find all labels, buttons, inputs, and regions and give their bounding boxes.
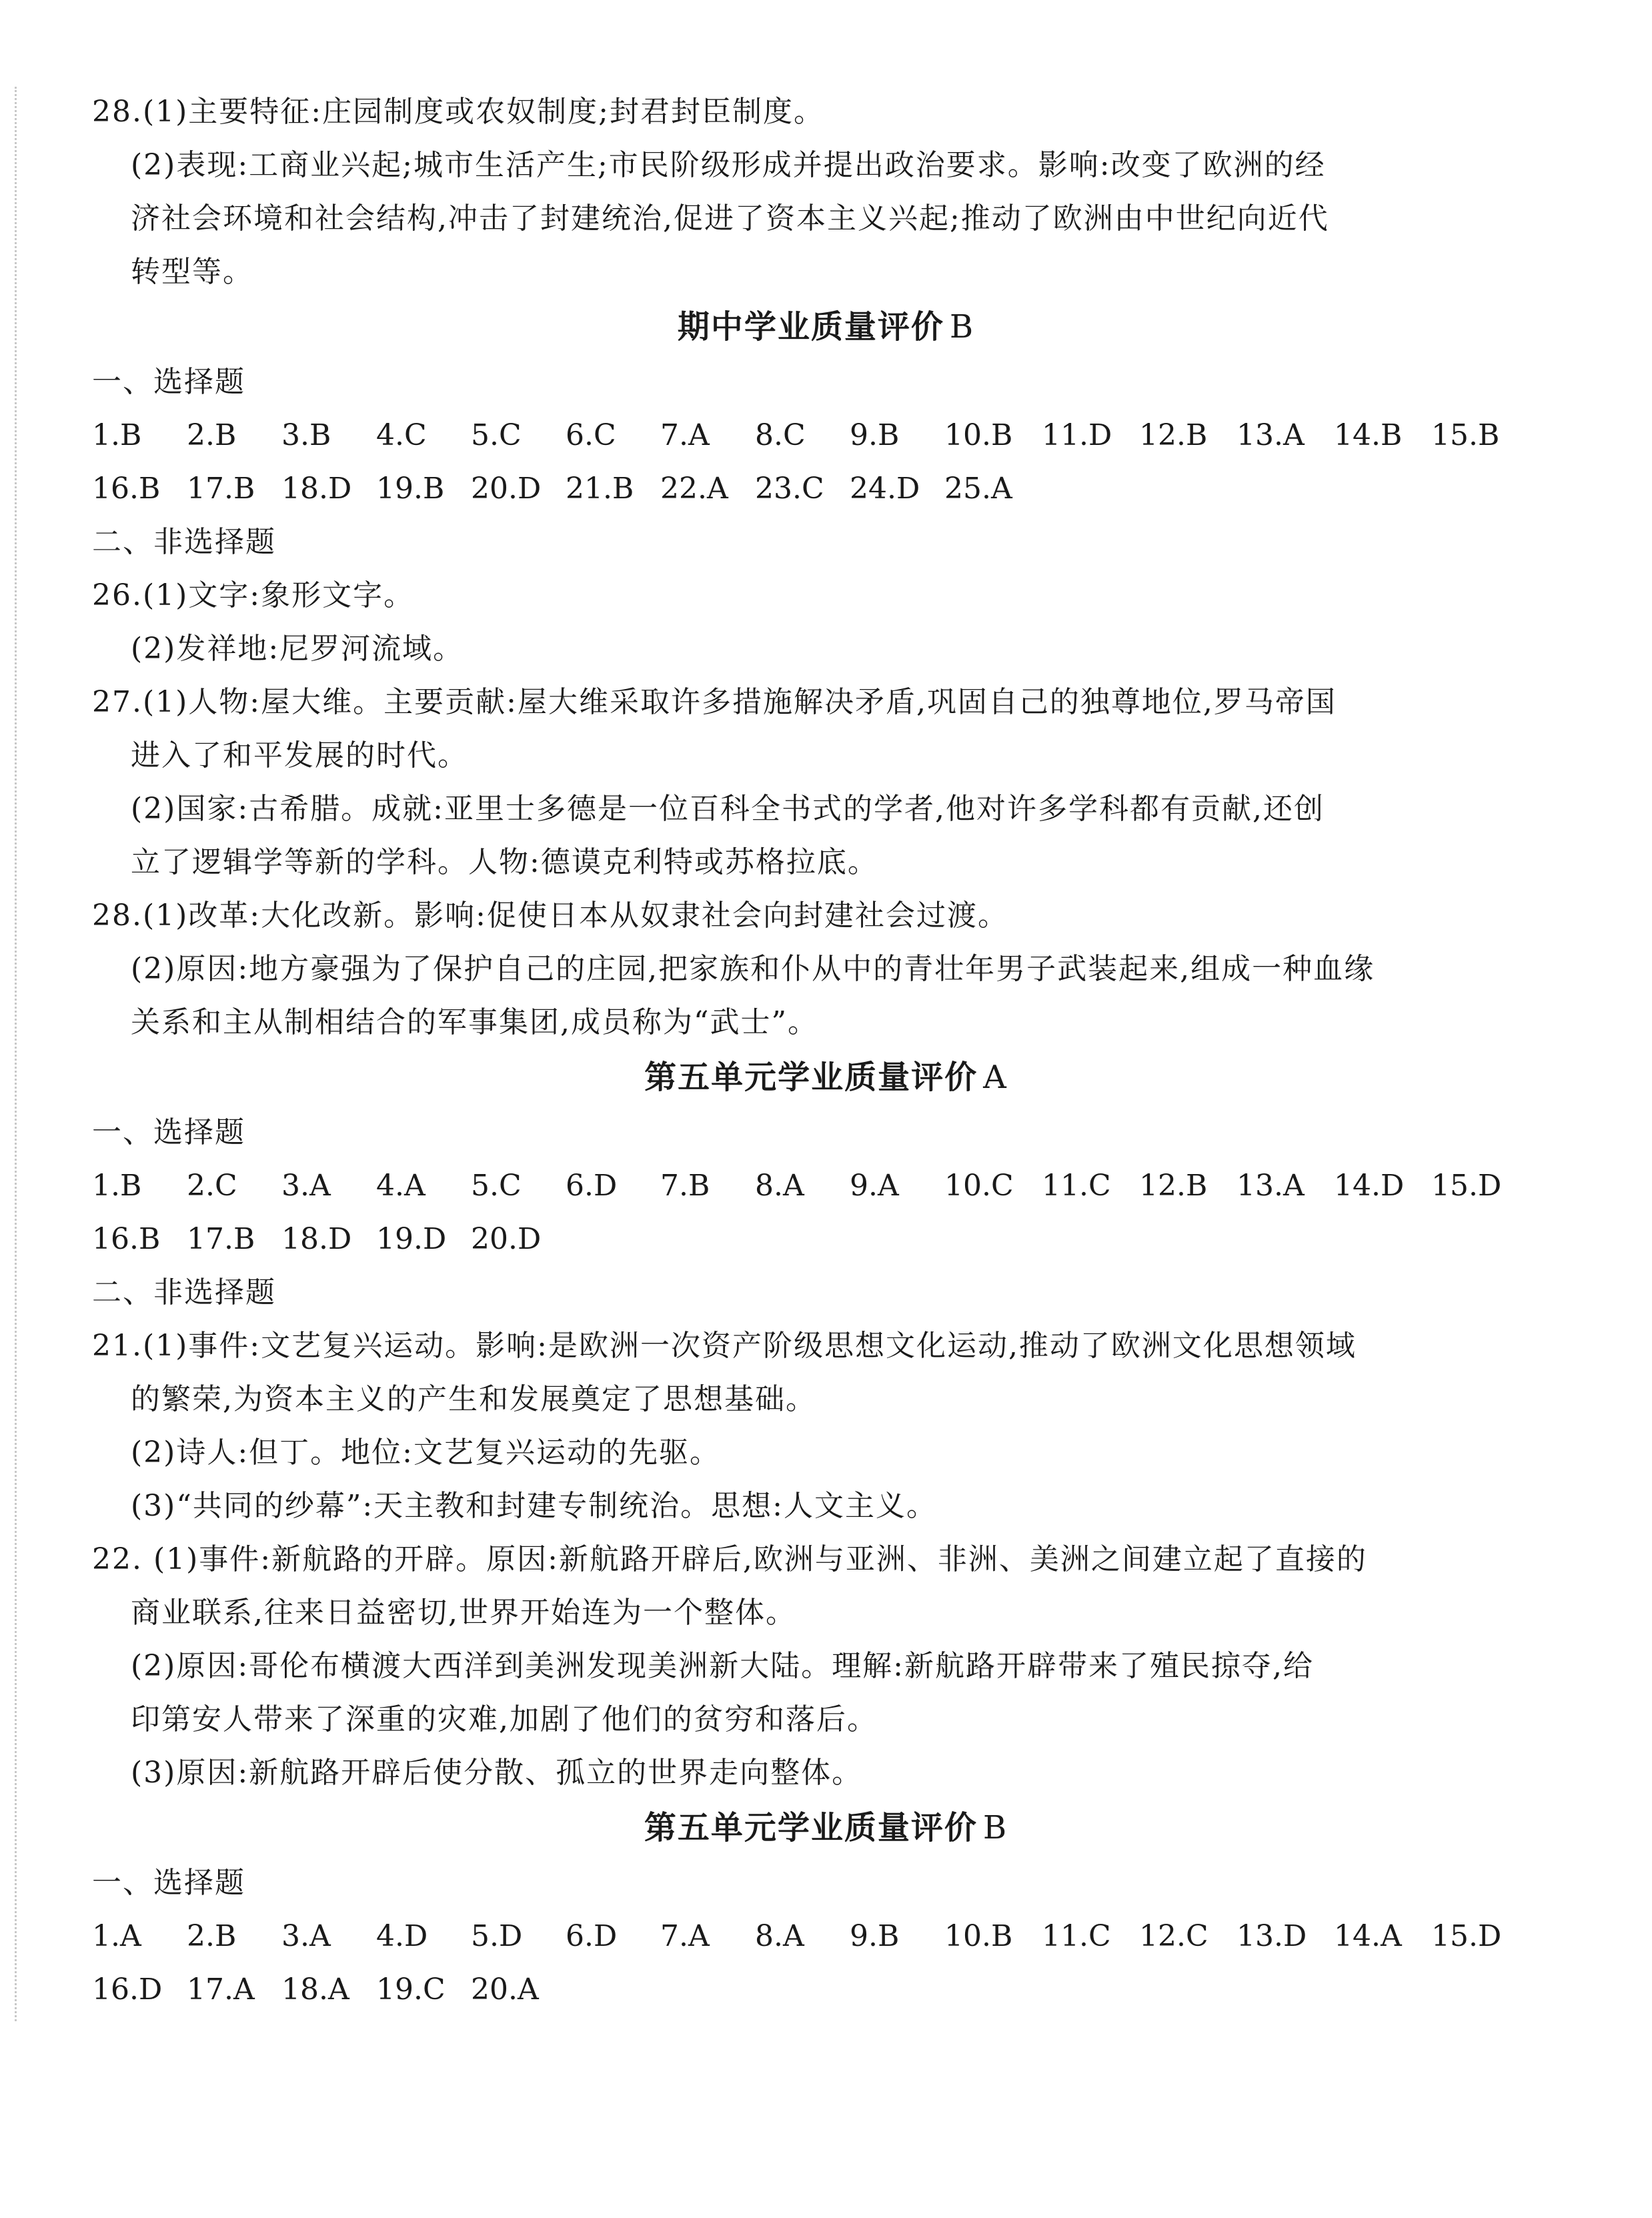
answer: 14.A bbox=[1334, 1919, 1402, 1953]
answer: 12.B bbox=[1139, 418, 1208, 452]
answer: 22.A bbox=[660, 472, 728, 506]
answer: 11.C bbox=[1042, 1169, 1111, 1203]
section-heading-unit5-b bbox=[0, 1808, 1652, 1848]
answer: 15.B bbox=[1431, 418, 1500, 452]
choice-label: 一、选择题 bbox=[92, 1866, 245, 1900]
answer: 19.D bbox=[376, 1222, 447, 1256]
answer: 13.D bbox=[1236, 1919, 1307, 1953]
answer-line: 印第安人带来了深重的灾难,加剧了他们的贫穷和落后。 bbox=[131, 1702, 878, 1736]
answer: 4.C bbox=[376, 418, 427, 452]
answer: 21.B bbox=[566, 472, 634, 506]
answer-line: (2)原因:地方豪强为了保护自己的庄园,把家族和仆从中的青壮年男子武装起来,组成一种血缘 bbox=[131, 952, 1375, 986]
answer: 7.B bbox=[660, 1169, 710, 1203]
answer-line: (2)发祥地:尼罗河流域。 bbox=[131, 632, 464, 666]
answer: 13.A bbox=[1236, 418, 1305, 452]
q28-part2-line2: 济社会环境和社会结构,冲击了封建统治,促进了资本主义兴起;推动了欧洲由中世纪向近代 bbox=[131, 201, 1329, 235]
answer: 19.C bbox=[376, 1973, 446, 2007]
answer: 5.C bbox=[471, 1169, 522, 1203]
answer: 18.D bbox=[281, 472, 352, 506]
answer-line: (3)原因:新航路开辟后使分散、孤立的世界走向整体。 bbox=[131, 1756, 863, 1790]
answer-row-1 bbox=[92, 1918, 1529, 1955]
page-edge bbox=[15, 87, 17, 2021]
answer: 10.B bbox=[944, 418, 1013, 452]
section-heading-unit5-a bbox=[0, 1057, 1652, 1097]
answer: 9.B bbox=[850, 418, 900, 452]
nonchoice-label: 二、非选择题 bbox=[92, 525, 276, 559]
answer: 1.B bbox=[92, 1169, 142, 1203]
answer: 8.A bbox=[755, 1169, 804, 1203]
answer: 8.C bbox=[755, 418, 806, 452]
answer: 9.A bbox=[850, 1169, 899, 1203]
answer: 12.C bbox=[1139, 1919, 1208, 1953]
answer-row-1 bbox=[92, 1167, 1529, 1205]
answer: 2.B bbox=[187, 1919, 237, 1953]
answer: 17.A bbox=[187, 1973, 255, 2007]
answer: 16.B bbox=[92, 472, 161, 506]
answer-line: 22. (1)事件:新航路的开辟。原因:新航路开辟后,欧洲与亚洲、非洲、美洲之间建立起了直接的 bbox=[92, 1542, 1367, 1576]
answer: 5.D bbox=[471, 1919, 523, 1953]
answer: 3.B bbox=[281, 418, 331, 452]
answer: 9.B bbox=[850, 1919, 900, 1953]
q28-part2-line3: 转型等。 bbox=[131, 255, 253, 289]
answer-row-2 bbox=[92, 1221, 566, 1258]
q28-part1: 28.(1)主要特征:庄园制度或农奴制度;封君封臣制度。 bbox=[92, 95, 824, 129]
answer: 16.D bbox=[92, 1973, 163, 2007]
section-title: 第五单元学业质量评价 bbox=[644, 1059, 978, 1096]
answer: 10.C bbox=[944, 1169, 1014, 1203]
answer: 11.C bbox=[1042, 1919, 1111, 1953]
answer-line: 的繁荣,为资本主义的产生和发展奠定了思想基础。 bbox=[131, 1382, 816, 1416]
answer: 18.A bbox=[281, 1973, 349, 2007]
answer: 25.A bbox=[944, 472, 1012, 506]
answer: 20.A bbox=[471, 1973, 539, 2007]
answer-line: 28.(1)改革:大化改新。影响:促使日本从奴隶社会向封建社会过渡。 bbox=[92, 899, 1008, 933]
answer: 4.A bbox=[376, 1169, 426, 1203]
answer: 3.A bbox=[281, 1169, 331, 1203]
answer-line: 立了逻辑学等新的学科。人物:德谟克利特或苏格拉底。 bbox=[131, 845, 878, 879]
answer: 17.B bbox=[187, 1222, 255, 1256]
answer: 1.B bbox=[92, 418, 142, 452]
answer: 14.D bbox=[1334, 1169, 1405, 1203]
answer: 10.B bbox=[944, 1919, 1013, 1953]
q28-part2-line1: (2)表现:工商业兴起;城市生活产生;市民阶级形成并提出政治要求。影响:改变了欧洲的经 bbox=[131, 148, 1326, 182]
answer: 11.D bbox=[1042, 418, 1112, 452]
answer: 6.D bbox=[566, 1169, 618, 1203]
answer: 4.D bbox=[376, 1919, 428, 1953]
section-grade: A bbox=[983, 1059, 1008, 1096]
answer: 6.D bbox=[566, 1919, 618, 1953]
answer: 8.A bbox=[755, 1919, 804, 1953]
answer: 23.C bbox=[755, 472, 824, 506]
answer-line: (2)诗人:但丁。地位:文艺复兴运动的先驱。 bbox=[131, 1436, 720, 1470]
answer-line: (3)“共同的纱幕”:天主教和封建专制统治。思想:人文主义。 bbox=[131, 1489, 937, 1523]
answer: 15.D bbox=[1431, 1919, 1502, 1953]
answer-line: 关系和主从制相结合的军事集团,成员称为“武士”。 bbox=[131, 1005, 818, 1039]
answer: 3.A bbox=[281, 1919, 331, 1953]
answer: 13.A bbox=[1236, 1169, 1305, 1203]
answer: 2.C bbox=[187, 1169, 237, 1203]
answer-line: 商业联系,往来日益密切,世界开始连为一个整体。 bbox=[131, 1596, 796, 1630]
nonchoice-label: 二、非选择题 bbox=[92, 1275, 276, 1309]
section-title: 第五单元学业质量评价 bbox=[644, 1809, 978, 1846]
answer-row-1 bbox=[92, 417, 1529, 454]
answer: 18.D bbox=[281, 1222, 352, 1256]
answer-line: 21.(1)事件:文艺复兴运动。影响:是欧洲一次资产阶级思想文化运动,推动了欧洲文化思想领域 bbox=[92, 1329, 1357, 1363]
answer: 14.B bbox=[1334, 418, 1403, 452]
answer: 7.A bbox=[660, 1919, 710, 1953]
answer-line: (2)国家:古希腊。成就:亚里士多德是一位百科全书式的学者,他对许多学科都有贡献,还创 bbox=[131, 792, 1325, 826]
answer: 12.B bbox=[1139, 1169, 1208, 1203]
answer: 16.B bbox=[92, 1222, 161, 1256]
answer: 15.D bbox=[1431, 1169, 1502, 1203]
section-heading-midterm-b bbox=[0, 307, 1652, 347]
answer: 20.D bbox=[471, 472, 542, 506]
choice-label: 一、选择题 bbox=[92, 1115, 245, 1149]
answer: 19.B bbox=[376, 472, 445, 506]
answer-line: 进入了和平发展的时代。 bbox=[131, 738, 468, 772]
answer: 2.B bbox=[187, 418, 237, 452]
answer-line: (2)原因:哥伦布横渡大西洋到美洲发现美洲新大陆。理解:新航路开辟带来了殖民掠夺,给 bbox=[131, 1649, 1314, 1683]
section-grade: B bbox=[949, 308, 975, 346]
answer: 6.C bbox=[566, 418, 616, 452]
answer: 24.D bbox=[850, 472, 920, 506]
answer: 1.A bbox=[92, 1919, 141, 1953]
answer-row-2 bbox=[92, 1971, 566, 2009]
answer-line: 26.(1)文字:象形文字。 bbox=[92, 578, 415, 612]
answer: 17.B bbox=[187, 472, 255, 506]
choice-label: 一、选择题 bbox=[92, 365, 245, 399]
section-grade: B bbox=[982, 1809, 1008, 1846]
answer-line: 27.(1)人物:屋大维。主要贡献:屋大维采取许多措施解决矛盾,巩固自己的独尊地位,罗马帝国 bbox=[92, 685, 1337, 719]
answer-row-2 bbox=[92, 470, 1039, 508]
answer: 5.C bbox=[471, 418, 522, 452]
section-title: 期中学业质量评价 bbox=[677, 308, 944, 346]
answer: 7.A bbox=[660, 418, 710, 452]
answer: 20.D bbox=[471, 1222, 542, 1256]
